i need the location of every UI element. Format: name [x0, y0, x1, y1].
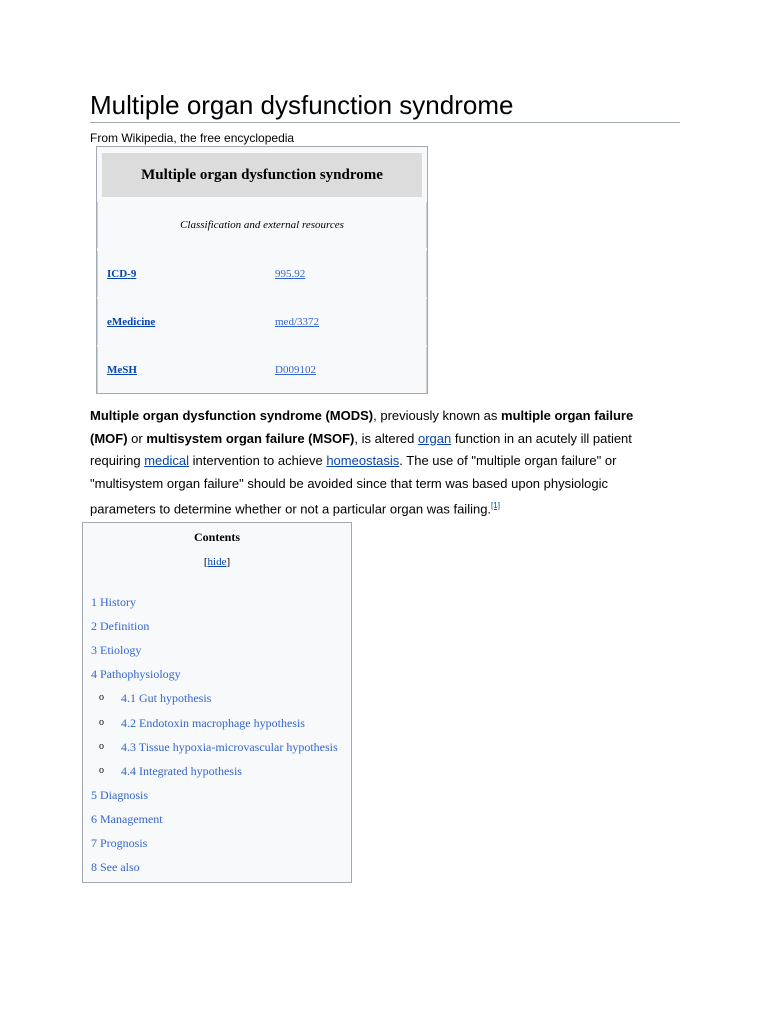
toc-item[interactable]: [91, 835, 147, 851]
toc-bullet: o: [99, 692, 104, 704]
toc-item-label: 8 See also: [91, 860, 140, 875]
toc-item[interactable]: [91, 594, 136, 610]
emedicine-label-link[interactable]: eMedicine: [107, 316, 156, 328]
toc-title: Contents: [193, 530, 240, 544]
organ-link[interactable]: organ: [417, 430, 452, 446]
infobox-heading: Multiple organ dysfunction syndrome: [102, 153, 422, 197]
icd-version-link[interactable]: 9: [130, 268, 137, 280]
toc-item-label: 6 Management: [91, 811, 163, 826]
toc-item-label: 3 Etiology: [91, 643, 142, 658]
toc-item-label: 4.1 Gut hypothesis: [121, 691, 212, 706]
emedicine-value-link[interactable]: med/3372: [275, 316, 319, 328]
toc-item-label: 1 History: [91, 595, 136, 609]
term-msof: multisystem organ failure (MSOF): [146, 430, 355, 446]
toc-item-label: 4 Pathophysiology: [91, 667, 181, 682]
lead-text: . The use of "multiple organ failure" or "multisystem organ failure" should be avoided since that term was based upon physiologic parameters to determine whether or not a particular organ was failing.: [90, 453, 617, 517]
tagline: From Wikipedia, the free encyclopedia: [90, 131, 295, 145]
reference-1-link[interactable]: [1]: [491, 501, 500, 510]
toc-item-label: 5 Diagnosis: [91, 787, 148, 802]
toc-list: [83, 523, 351, 882]
lead-text: function in an acutely ill patient requiring: [90, 430, 632, 468]
toc-item[interactable]: [99, 690, 212, 706]
infobox-row-icd9: [97, 251, 427, 297]
toc-item[interactable]: [91, 787, 148, 803]
toc-hide-bracket-close: ]: [226, 556, 231, 568]
icd-link[interactable]: ICD: [107, 268, 128, 280]
lead-text: intervention to achieve: [189, 453, 327, 468]
toc-bullet: o: [99, 764, 104, 776]
toc-bullet: o: [99, 740, 104, 752]
infobox: [96, 146, 428, 394]
table-of-contents: [82, 522, 352, 883]
toc-hide-bracket-open: [: [203, 556, 208, 568]
toc-item-label: 4.3 Tissue hypoxia-microvascular hypothesis: [121, 739, 338, 754]
toc-item[interactable]: [99, 715, 305, 731]
lead-text: or: [127, 430, 147, 446]
medical-link[interactable]: medical: [144, 453, 189, 468]
icd9-label: [107, 251, 136, 297]
lead-text: , is altered: [354, 430, 418, 446]
toc-hide-link[interactable]: hide: [207, 556, 227, 568]
toc-item-label: 4.2 Endotoxin macrophage hypothesis: [121, 715, 305, 730]
mesh-value-link[interactable]: D009102: [275, 364, 316, 376]
toc-item-label: 4.4 Integrated hypothesis: [121, 763, 242, 778]
toc-item[interactable]: [91, 618, 149, 634]
homeostasis-link[interactable]: homeostasis: [326, 453, 400, 468]
lead-paragraph: [90, 405, 650, 521]
infobox-row-mesh: [97, 347, 427, 393]
toc-item[interactable]: [99, 739, 338, 755]
toc-item[interactable]: [99, 763, 242, 779]
toc-item[interactable]: [91, 666, 181, 682]
toc-bullet: o: [99, 716, 104, 728]
mesh-label-link[interactable]: MeSH: [107, 364, 137, 376]
toc-item[interactable]: [91, 811, 163, 827]
term-mods: Multiple organ dysfunction syndrome (MODS): [90, 408, 374, 423]
toc-item-label: 2 Definition: [91, 619, 150, 634]
icd-separator: -: [127, 268, 131, 280]
term-mof: multiple organ failure (MOF): [90, 408, 634, 446]
page-title: Multiple organ dysfunction syndrome: [90, 88, 680, 123]
icd9-value-link[interactable]: 995.92: [275, 268, 306, 280]
toc-item[interactable]: [91, 642, 141, 658]
toc-item[interactable]: [91, 859, 140, 875]
toc-item-label: 7 Prognosis: [91, 836, 148, 850]
lead-text: , previously known as: [373, 408, 502, 423]
infobox-subheading: Classification and external resources: [97, 202, 427, 248]
infobox-row-emedicine: [97, 299, 427, 345]
